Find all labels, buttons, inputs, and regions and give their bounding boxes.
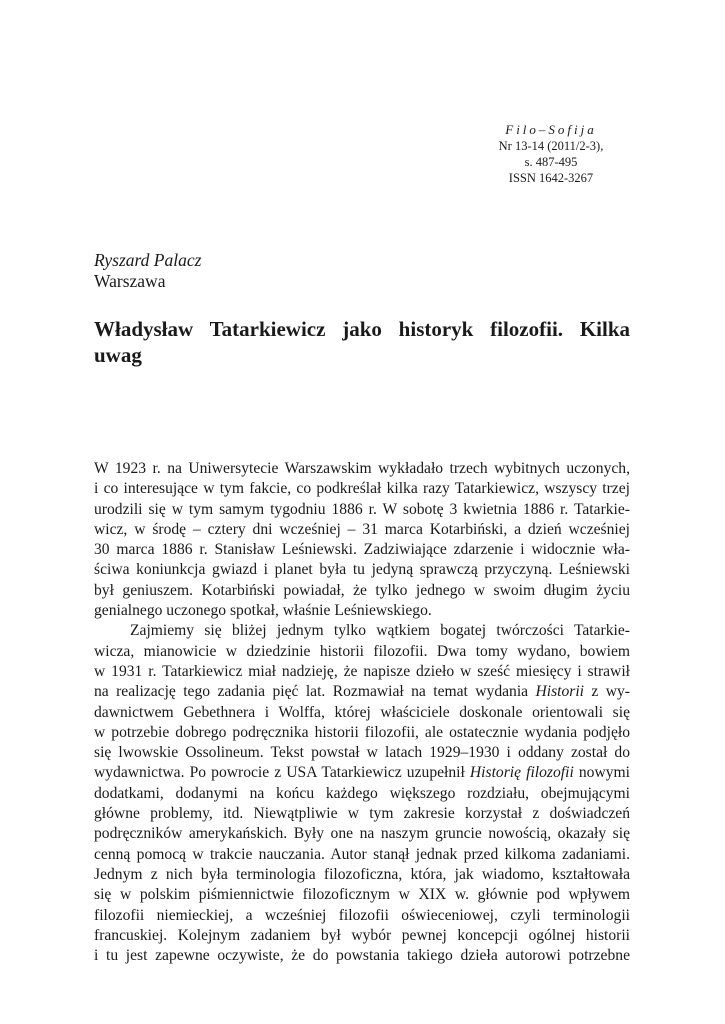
journal-issue: Nr 13-14 (2011/2-3),	[498, 139, 604, 153]
author-affiliation: Warszawa	[94, 271, 166, 291]
body-line: w potrzebie dobrego podręcznika historii filozofii, ale ostatecznie wydania podjęło	[94, 723, 630, 741]
body-line: Zajmiemy się bliżej jednym tylko wątkiem bogatej twórczości Tatarkie-	[130, 622, 630, 640]
body-line: podręczników amerykańskich. Były one na naszym gruncie nowością, okazały się	[94, 825, 630, 843]
journal-name: Filo–Sofija	[505, 122, 597, 137]
body-line: dodatkami, dodanymi na końcu każdego większego rozdziału, obejmującymi	[94, 784, 630, 802]
body-line: ściwa koniunkcja gwiazd i planet była tu jedyną sprawczą przyczyną. Leśniewski	[94, 561, 630, 579]
article-title	[94, 316, 630, 368]
body-line: w 1931 r. Tatarkiewicz miał nadzieję, że napisze dzieło w sześć miesięcy i strawił	[94, 662, 630, 680]
body-line: wydawnictwa. Po powrocie z USA Tatarkiewicz uzupełnił Historię filozofii nowymi	[94, 764, 630, 782]
title-line: uwag	[94, 343, 142, 367]
body-line: i co interesujące w tym fakcie, co podkreślał kilka razy Tatarkiewicz, wszyscy trzej	[94, 480, 630, 498]
title-line: Władysław Tatarkiewicz jako historyk filozofii. Kilka	[94, 317, 630, 341]
page-range: s. 487-495	[524, 155, 578, 169]
body-line: się w polskim piśmiennictwie filozoficznym w XIX w. głównie pod wpływem	[94, 886, 630, 904]
body-line: W 1923 r. na Uniwersytecie Warszawskim wykładało trzech wybitnych uczonych,	[94, 460, 630, 477]
body-line: był geniuszem. Kotarbiński powiadał, że tylko jednego w swoim długim życiu	[94, 581, 630, 599]
body-line: genialnego uczonego spotkał, właśnie Leśniewskiego.	[94, 602, 432, 620]
body-line: cenną pomocą w trakcie nauczania. Autor stanął jednak przed kilkoma zadaniami.	[94, 845, 630, 863]
article-body	[94, 459, 630, 966]
body-line: francuskiej. Kolejnym zadaniem był wybór pewnej koncepcji ogólnej historii	[94, 926, 630, 944]
body-line: 30 marca 1886 r. Stanisław Leśniewski. Zadziwiające zdarzenie i widocznie wła-	[94, 541, 630, 559]
body-line: na realizację tego zadania pięć lat. Rozmawiał na temat wydania Historii z wy-	[94, 683, 630, 701]
work-title: Historię filozofii	[469, 764, 574, 782]
issn: ISSN 1642-3267	[508, 171, 594, 185]
body-line: filozofii niemieckiej, a wcześniej filozofii oświeceniowej, czyli terminologii	[94, 906, 630, 924]
body-line: wicz, w środę – cztery dni wcześniej – 31 marca Kotarbiński, a dzień wcześniej	[94, 520, 630, 538]
body-line: Jednym z nich była terminologia filozoficzna, która, jak wiadomo, kształtowała	[94, 865, 630, 883]
body-line: wicza, mianowicie w dziedzinie historii filozofii. Dwa tomy wydano, bowiem	[94, 642, 630, 660]
work-title: Historii	[535, 683, 585, 701]
body-line: urodzili się w tym samym tygodniu 1886 r. W sobotę 3 kwietnia 1886 r. Tatarkie-	[94, 500, 630, 518]
author-name: Ryszard Palacz	[94, 250, 202, 270]
body-line: główne problemy, itd. Niewątpliwie w tym zakresie korzystał z doświadczeń	[94, 805, 630, 823]
body-line: i tu jest zapewne oczywiste, że do powstania takiego dzieła autorowi potrzebne	[94, 947, 630, 965]
body-line: dawnictwem Gebethnera i Wolffa, której właściciele doskonale orientowali się	[94, 703, 630, 721]
journal-header	[440, 122, 662, 186]
body-line: się lwowskie Ossolineum. Tekst powstał w latach 1929–1930 i oddany został do	[94, 744, 630, 762]
